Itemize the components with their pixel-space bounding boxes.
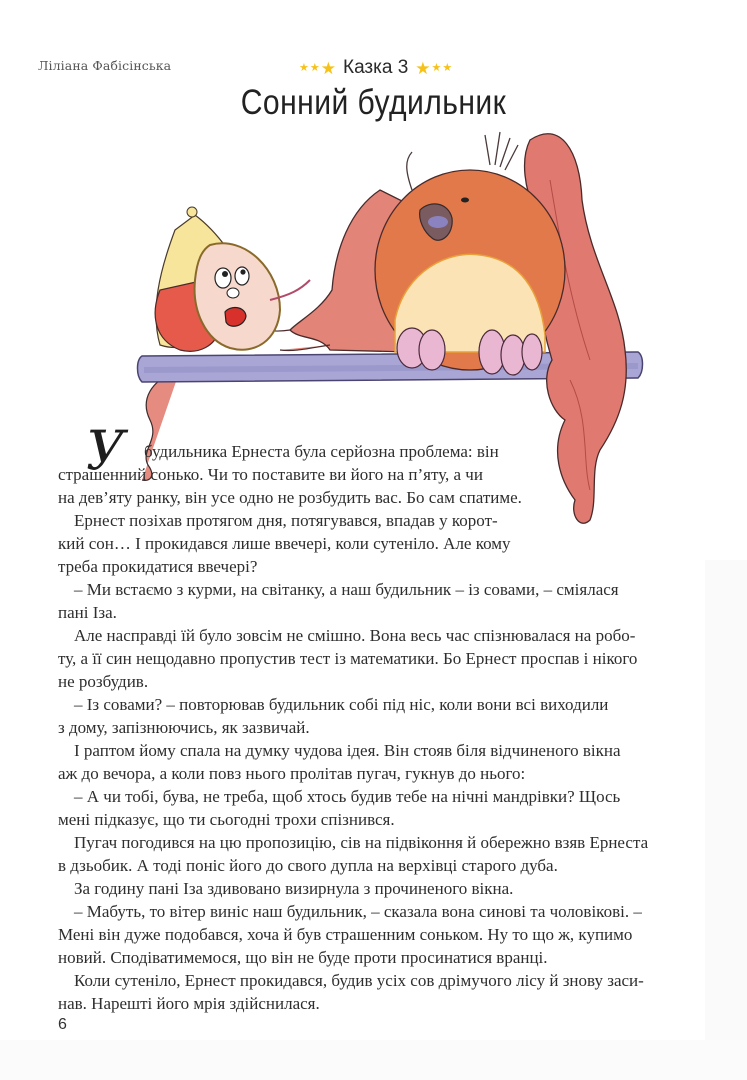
text-line: Коли сутеніло, Ернест прокидався, будив усіх сов дрімучого лісу й знову заси- — [74, 971, 644, 990]
stars-left-icon: ★ ★ ★ — [299, 58, 336, 78]
text-line: нав. Нарешті його мрія здійснилася. — [58, 994, 320, 1013]
stars-right-icon: ★ ★ ★ — [415, 58, 453, 78]
story-title: Сонний будильник — [240, 83, 507, 122]
text-line: кий сон… І прокидався лише ввечері, коли сутеніло. Але кому — [58, 534, 511, 553]
story-body — [58, 440, 703, 1015]
text-line: аж до вечора, а коли повз нього пролітав пугач, гукнув до нього: — [58, 764, 526, 783]
text-line: Але насправді їй було зовсім не смішно. Вона весь час спізнювалася на робо- — [74, 626, 636, 645]
page-shade-right — [705, 560, 747, 1080]
text-line: будильника Ернеста була серйозна проблема: він — [144, 442, 499, 461]
text-line: Пугач погодився на цю пропозицію, сів на підвіконня й обережно взяв Ернеста — [74, 833, 649, 852]
text-line: – А чи тобі, бува, не треба, щоб хтось будив тебе на нічні мандрівки? Щось — [74, 787, 621, 806]
text-line: не розбудив. — [58, 672, 149, 691]
text-line: І раптом йому спала на думку чудова ідея. Він стояв біля відчиненого вікна — [74, 741, 621, 760]
text-line: мені підказує, що ти сьогодні трохи спізнився. — [58, 810, 395, 829]
text-line: на дев’яту ранку, він усе одно не розбудить вас. Бо сам спатиме. — [58, 488, 522, 507]
text-line: – Мабуть, то вітер виніс наш будильник, – сказала вона синові та чоловікові. – — [74, 902, 642, 921]
chapter-heading — [299, 57, 452, 79]
chapter-label: Казка 3 — [343, 57, 409, 78]
text-line: треба прокидатися ввечері? — [58, 557, 258, 576]
text-line: з дому, запізнюючись, як зазвичай. — [58, 718, 310, 737]
text-line: Ернест позіхав протягом дня, потягувався, впадав у корот- — [74, 511, 498, 530]
text-line: новий. Сподіватимемося, що він не буде проти просинатися вранці. — [58, 948, 548, 967]
text-line: ту, а її син нещодавно пропустив тест із математики. Бо Ернест проспав і нікого — [58, 649, 638, 668]
page-shade-bottom — [0, 1040, 747, 1080]
text-line: – Із совами? – повторював будильник собі під ніс, коли вони всі виходили — [74, 695, 609, 714]
drop-cap: У — [86, 419, 126, 482]
text-line: страшенний сонько. Чи то поставите ви його на п’яту, а чи — [58, 465, 483, 484]
text-line: в дзьобик. А тоді поніс його до свого дупла на верхівці старого дуба. — [58, 856, 558, 875]
text-line: – Ми встаємо з курми, на світанку, а наш будильник – із совами, – сміялася — [74, 580, 619, 599]
text-line: За годину пані Іза здивовано визирнула з прочиненого вікна. — [74, 879, 514, 898]
text-line: Мені він дуже подобався, хоча й був страшенним соньком. Ну то що ж, купимо — [58, 925, 633, 944]
running-header-author: Ліліана Фабісінська — [38, 58, 172, 73]
text-line: пані Іза. — [58, 603, 117, 622]
page-number: 6 — [58, 1016, 67, 1033]
